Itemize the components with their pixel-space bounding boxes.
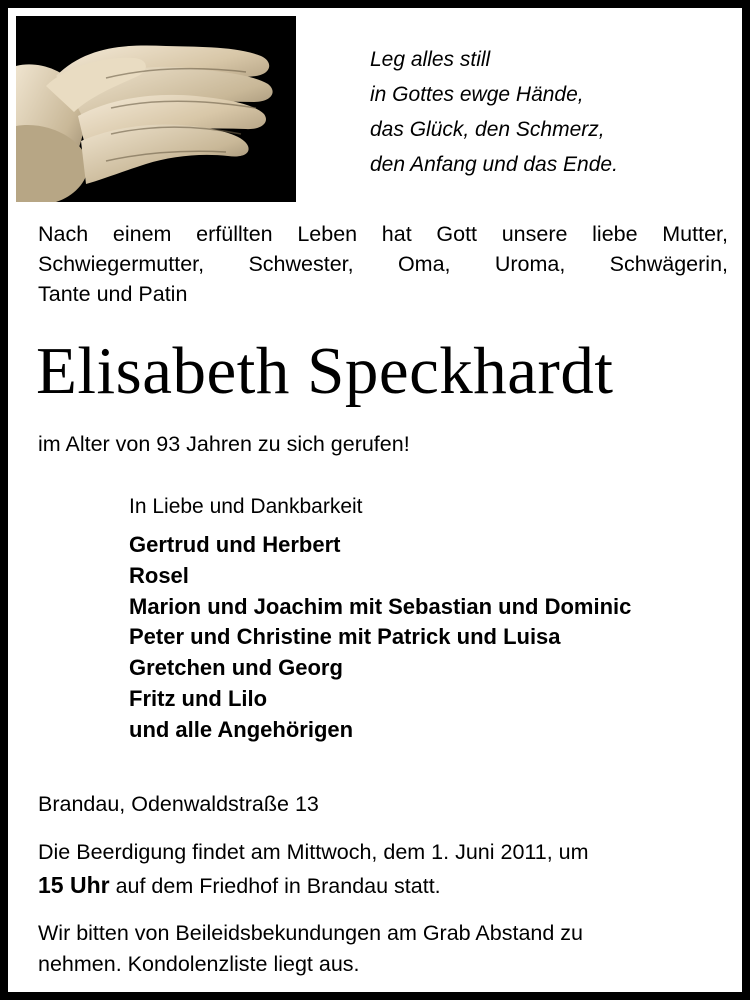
funeral-line-2-rest: auf dem Friedhof in Brandau statt. xyxy=(109,874,441,898)
intro-line: Schwiegermutter, Schwester, Oma, Uroma, Schwägerin, xyxy=(38,252,728,276)
closing-line: Wir bitten von Beileidsbekundungen am Grab Abstand zu xyxy=(38,921,583,945)
family-lead: In Liebe und Dankbarkeit xyxy=(129,495,363,518)
funeral-line-1: Die Beerdigung findet am Mittwoch, dem 1. Juni 2011, um xyxy=(38,840,589,864)
poem-line: den Anfang und das Ende. xyxy=(370,153,618,176)
address: Brandau, Odenwaldstraße 13 xyxy=(38,792,319,816)
family-member: und alle Angehörigen xyxy=(129,716,354,742)
deceased-name: Elisabeth Speckhardt xyxy=(36,334,614,408)
family-signatures xyxy=(129,492,631,746)
funeral-line-2 xyxy=(38,869,728,903)
family-member: Fritz und Lilo xyxy=(129,685,268,711)
intro-line: Tante und Patin xyxy=(38,282,188,306)
intro-line: Nach einem erfüllten Leben hat Gott unsere liebe Mutter, xyxy=(38,222,728,246)
poem-line: das Glück, den Schmerz, xyxy=(370,118,605,141)
funeral-info xyxy=(38,836,728,903)
poem-line: Leg alles still xyxy=(370,48,491,71)
family-member: Rosel xyxy=(129,562,189,588)
funeral-time: 15 Uhr xyxy=(38,872,110,898)
family-member: Gertrud und Herbert xyxy=(129,532,341,557)
praying-hands-photo xyxy=(16,16,296,202)
family-member: Gretchen und Georg xyxy=(129,655,343,681)
poem-line: in Gottes ewge Hände, xyxy=(370,83,584,106)
intro-text xyxy=(38,219,728,309)
closing-note xyxy=(38,918,728,980)
closing-line: nehmen. Kondolenzliste liegt aus. xyxy=(38,952,360,976)
family-member: Peter und Christine mit Patrick und Luisa xyxy=(129,624,561,650)
poem xyxy=(370,42,740,182)
praying-hands-icon xyxy=(16,16,296,202)
family-member: Marion und Joachim mit Sebastian und Dominic xyxy=(129,593,632,619)
age-text: im Alter von 93 Jahren zu sich gerufen! xyxy=(38,432,410,456)
